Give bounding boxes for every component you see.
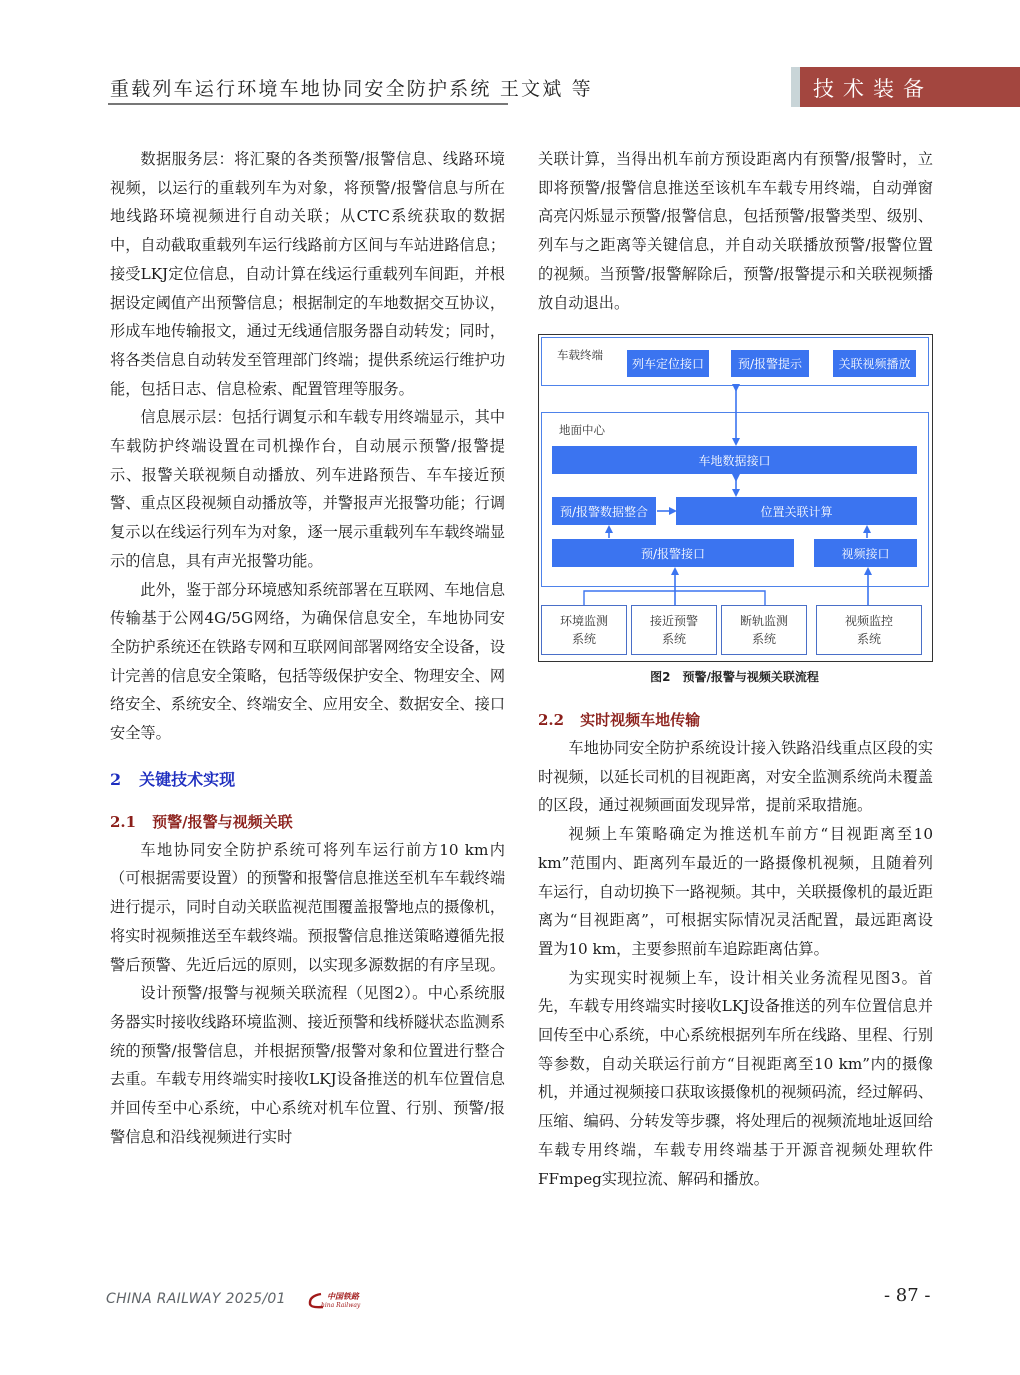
left-column [110, 145, 505, 1152]
section-tag-stripe [791, 67, 800, 107]
right-column-top [538, 145, 933, 317]
figure-2-diagram [538, 334, 933, 662]
figure-number: 图2 [650, 670, 671, 684]
onboard-terminal-label: 车载终端 [557, 348, 603, 362]
source-line1: 接近预警 [649, 614, 698, 628]
paragraph-alarm-push: 车地协同安全防护系统可将列车运行前方10 km内（可根据需要设置）的预警和报警信息推送至机车车载终端进行提示，同时自动关联监视范围覆盖报警地点的摄像机，将实时视频推送至车载终端。预报警信息推送策略遵循先报警后预警、先近后远的原则，以实现多源数据的有序呈现。 [110, 840, 505, 974]
section-tag-label: 技术装备 [813, 77, 933, 101]
alarm-prompt-block: 预/报警提示 [731, 350, 809, 377]
paragraph-security: 此外，鉴于部分环境感知系统部署在互联网、车地信息传输基于公网4G/5G网络，为确保信息安全，车地协同安全防护系统还在铁路专网和互联网间部署网络安全设备，设计完善的信息安全策略，包括等级保护安全、物理安全、网络安全、系统安全、终端安全、应用安全、数据安全、接口安全等。 [110, 580, 505, 743]
subsection-number: 2.1 [110, 812, 137, 831]
figure-2-caption [538, 668, 931, 685]
section-tag [791, 67, 1020, 107]
section-title: 关键技术实现 [139, 769, 236, 789]
source-line2: 系统 [856, 632, 881, 646]
position-correlation-calc-block: 位置关联计算 [676, 497, 917, 525]
paragraph-alarm-flow: 设计预警/报警与视频关联流程（见图2）。中心系统服务器实时接收线路环境监测、接近预警和线桥隧状态监测系统的预警/报警信息，并根据预警/报警对象和位置进行整合去重。车载专用终端实时接收LKJ设备推送的机车位置信息并回传至中心系统，中心系统对机车位置、行别、预警/报警信息和沿线视频进行实时 [110, 984, 505, 1146]
svg-text:中国铁路: 中国铁路 [327, 1292, 359, 1301]
source-line2: 系统 [661, 632, 686, 646]
china-railway-logo [307, 1290, 377, 1310]
source-line1: 视频监控 [844, 614, 893, 628]
video-interface-block: 视频接口 [814, 539, 917, 567]
svg-text:hina Railway: hina Railway [321, 1302, 361, 1309]
right-column-bottom [538, 706, 933, 1193]
paragraph-video-flow: 为实现实时视频上车，设计相关业务流程见图3。首先，车载专用终端实时接收LKJ设备推送的列车位置信息并回传至中心系统，中心系统根据列车所在线路、里程、行别等参数，自动关联运行前方“目视距离至10 km”内的摄像机，并通过视频接口获取该摄像机的视频码流，经过解码、压缩、编码、分转发等步骤，将处理后的视频流地址返回给车载专用终端，车载专用终端基于开源音视频处理软件FFmpeg实现拉流、解码和播放。 [538, 968, 933, 1188]
figure-title: 预警/报警与视频关联流程 [682, 670, 819, 684]
train-positioning-interface-block: 列车定位接口 [627, 350, 709, 377]
subsection-heading-2-2 [538, 706, 933, 734]
subsection-title: 实时视频车地传输 [580, 711, 701, 729]
header-rule [108, 103, 508, 105]
source-line1: 断轨监测 [739, 614, 788, 628]
linked-video-playback-block: 关联视频播放 [833, 350, 916, 377]
section-number: 2 [110, 769, 122, 789]
paragraph-data-service-layer: 数据服务层：将汇聚的各类预警/报警信息、线路环境视频，以运行的重载列车为对象，将预警/报警信息与所在地线路环境视频进行自动关联；从CTC系统获取的数据中，自动截取重载列车运行线路前方区间与车站进路信息；接受LKJ定位信息，自动计算在线运行重载列车间距，并根据设定阈值产出预警信息；根据制定的车地数据交互协议，形成车地传输报文，通过无线通信服务器自动转发；同时，将各类信息自动转发至管理部门终端；提供系统运行维护功能，包括日志、信息检索、配置管理等服务。 [110, 150, 505, 398]
subsection-heading-2-1 [110, 808, 505, 836]
ground-center-label: 地面中心 [559, 423, 605, 437]
paragraph-video-strategy: 视频上车策略确定为推送机车前方“目视距离至10 km”范围内、距离列车最近的一路摄像机视频，且随着列车运行，自动切换下一路视频。其中，关联摄像机的最近距离为“目视距离”，可根据实际情况灵活配置，最远距离设置为10 km，主要参照前车追踪距离估算。 [538, 825, 933, 958]
alarm-interface-block: 预/报警接口 [552, 539, 794, 567]
paragraph-realtime-video: 车地协同安全防护系统设计接入铁路沿线重点区段的实时视频，以延长司机的目视距离，对安全监测系统尚未覆盖的区段，通过视频画面发现异常，提前采取措施。 [538, 739, 933, 815]
paragraph-display-layer: 信息展示层：包括行调复示和车载专用终端显示，其中车载防护终端设置在司机操作台，自动展示预警/报警提示、报警关联视频自动播放、列车进路预告、车车接近预警、重点区段视频自动播放等，并警报声光报警功能；行调复示以在线运行列车为对象，逐一展示重载列车车载终端显示的信息，具有声光报警功能。 [110, 408, 505, 570]
paragraph-continued: 关联计算，当得出机车前方预设距离内有预警/报警时，立即将预警/报警信息推送至该机车车载专用终端，自动弹窗高亮闪烁显示预警/报警信息，包括预警/报警类型、级别、列车与之距离等关键信息，并自动关联播放预警/报警位置的视频。当预警/报警解除后，预警/报警提示和关联视频播放自动退出。 [538, 150, 933, 312]
source-line1: 环境监测 [559, 614, 608, 628]
flow-arrows [539, 335, 932, 661]
subsection-title: 预警/报警与视频关联 [152, 812, 293, 831]
running-title: 重载列车运行环境车地协同安全防护系统 王文斌 等 [110, 78, 593, 100]
source-line2: 系统 [571, 632, 596, 646]
section-heading-2 [110, 766, 505, 794]
journal-footer: CHINA RAILWAY 2025/01 [106, 1291, 286, 1307]
train-ground-data-interface-block: 车地数据接口 [552, 446, 917, 474]
source-line2: 系统 [751, 632, 776, 646]
subsection-number: 2.2 [538, 711, 565, 729]
page-number: - 87 - [884, 1285, 931, 1306]
alarm-data-integration-block: 预/报警数据整合 [552, 497, 656, 525]
